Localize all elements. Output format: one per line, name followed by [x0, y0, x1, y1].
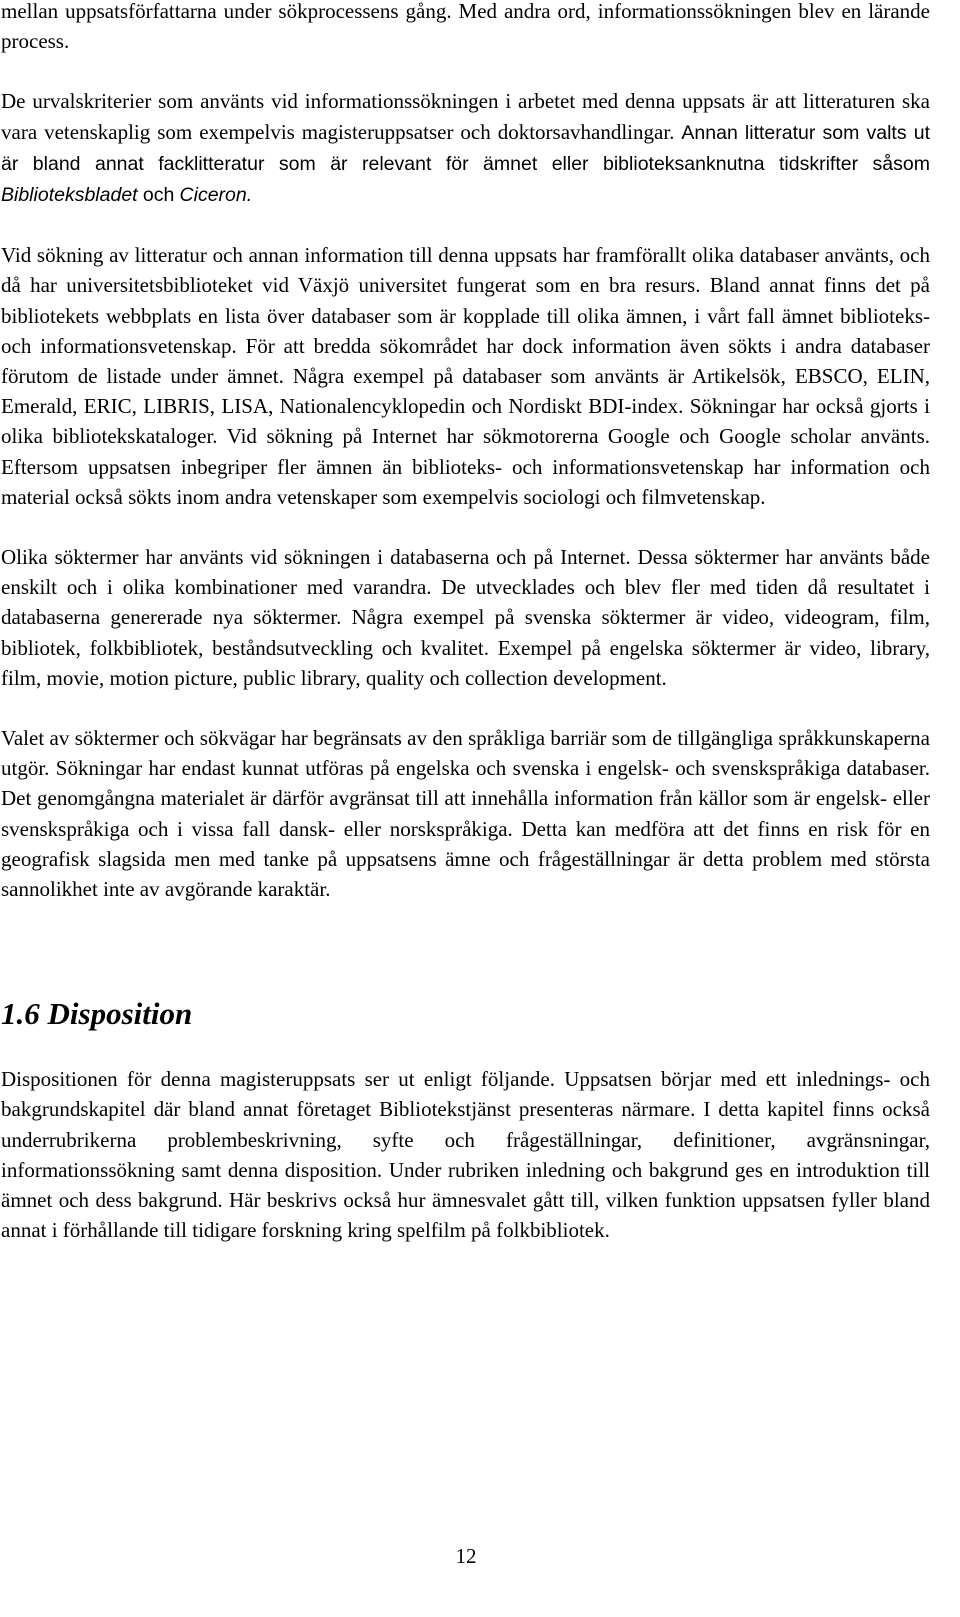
journal-title-ciceron: Ciceron.: [179, 184, 253, 207]
paragraph-6-text: Dispositionen för denna magisteruppsats ser ut enligt följande. Uppsatsen börjar med ett inlednings- och bakgrundskapitel där bland annat företaget Bibliotekstjänst presenteras närmare. I detta kapitel finns också underrubrikerna problembeskrivning, syfte och frågeställningar, definitioner, avgränsningar, informationssökning samt denna disposition. Under rubriken inledning och bakgrund ges en introduktion till ämnet och dess bakgrund. Här beskrivs också hur ämnesvalet gått till, vilken funktion uppsatsen fyller bland annat i förhållande till tidigare forskning kring spelfilm på folkbibliotek.: [1, 1067, 930, 1243]
document-body: [1, 0, 930, 1276]
paragraph-2-conjunction: och: [142, 184, 175, 207]
paragraph-3-text: Vid sökning av litteratur och annan information till denna uppsats har framförallt olika databaser använts, och då har universitetsbiblioteket vid Växjö universitet fungerat som en bra resurs. Bland annat finns det på bibliotekets webbplats en lista över databaser som är kopplade till olika ämnen, i vårt fall ämnet biblioteks- och informationsvetenskap. För att bredda sökområdet har dock information även sökts i andra databaser förutom de listade under ämnet. Några exempel på databaser som använts är Artikelsök, EBSCO, ELIN, Emerald, ERIC, LIBRIS, LISA, Nationalencyklopedin och Nordiskt BDI-index. Sökningar har också gjorts i olika bibliotekskataloger. Vid sökning på Internet har sökmotorerna Google och Google scholar använts. Eftersom uppsatsen inbegriper fler ämnen än biblioteks- och informationsvetenskap har information och material också sökts inom andra vetenskaper som exempelvis sociologi och filmvetenskap.: [1, 243, 930, 509]
paragraph-selection-criteria: [1, 86, 930, 210]
journal-title-biblioteksbladet: Biblioteksbladet: [1, 184, 138, 207]
paragraph-language-limits: [1, 723, 930, 904]
paragraph-4-text: Olika söktermer har använts vid sökningen i databaserna och på Internet. Dessa söktermer har använts både enskilt och i olika kombinationer med varandra. De utvecklades och blev fler med tiden då resultatet i databaserna genererade nya söktermer. Några exempel på svenska söktermer är video, videogram, film, bibliotek, folkbibliotek, beståndsutveckling och kvalitet. Exempel på engelska söktermer är video, library, film, movie, motion picture, public library, quality och collection development.: [1, 545, 930, 690]
paragraph-2-sans-text: Annan litteratur som valts ut är bland annat facklitteratur som är relevant för ämnet eller biblioteksanknutna tidskrifter såsom: [1, 121, 930, 175]
paragraph-2-serif-text: De urvalskriterier som använts vid informationssökningen i arbetet med denna uppsats är att litteraturen ska vara vetenskaplig som exempelvis magisteruppsatser och doktorsavhandlingar.: [1, 89, 930, 144]
paragraph-process-continuation: [1, 0, 930, 56]
paragraph-5-text: Valet av söktermer och sökvägar har begränsats av den språkliga barriär som de tillgängliga språkkunskaperna utgör. Sökningar har endast kunnat utföras på engelska och svenska i engelsk- och svenskspråkiga databaser. Det genomgångna materialet är därför avgränsat till att innehålla information från källor som är engelsk- eller svenskspråkiga och i vissa fall dansk- eller norskspråkiga. Detta kan medföra att det finns en risk för en geografisk slagsida men med tanke på uppsatsens ämne och frågeställningar är detta problem med största sannolikhet inte av avgörande karaktär.: [1, 726, 930, 902]
paragraph-search-terms: [1, 542, 930, 693]
paragraph-database-search: [1, 240, 930, 512]
page-number: 12: [455, 1544, 477, 1568]
paragraph-1-text: mellan uppsatsförfattarna under sökprocessens gång. Med andra ord, informationssökningen blev en lärande process.: [1, 0, 930, 54]
paragraph-disposition: [1, 1064, 930, 1245]
section-heading-disposition: 1.6 Disposition: [1, 996, 193, 1032]
